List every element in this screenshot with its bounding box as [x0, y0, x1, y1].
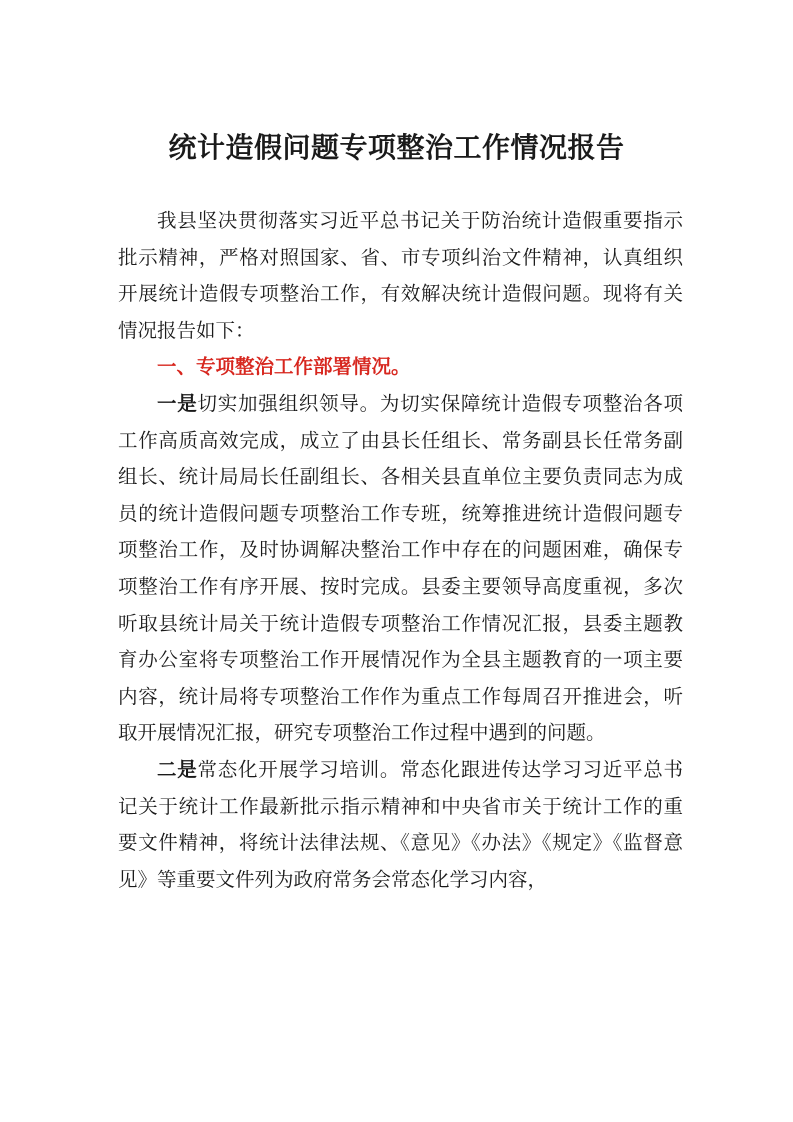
item-2-lead: 二是 — [157, 757, 198, 781]
item-1-text: 切实加强组织领导。为切实保障统计造假专项整治各项工作高质高效完成，成立了由县长任组长、常务副县长任常务副组长、统计局局长任副组长、各相关县直单位主要负责同志为成员的统计造假问题专项整治工作专班，统筹推进统计造假问题专项整治工作，及时协调解决整治工作中存在的问题困难，确保专项整治工作有序开展、按时完成。县委主要领导高度重视，多次听取县统计局关于统计造假专项整治工作情况汇报，县委主题教育办公室将专项整治工作开展情况作为全县主题教育的一项主要内容，统计局将专项整治工作作为重点工作每周召开推进会，听取开展情况汇报，研究专项整治工作过程中遇到的问题。 — [118, 391, 683, 745]
item-1-paragraph — [118, 386, 683, 752]
intro-paragraph: 我县坚决贯彻落实习近平总书记关于防治统计造假重要指示批示精神，严格对照国家、省、市专项纠治文件精神，认真组织开展统计造假专项整治工作，有效解决统计造假问题。现将有关情况报告如下： — [118, 209, 683, 342]
document-body — [118, 203, 683, 898]
section-heading-1: 一、专项整治工作部署情况。 — [157, 355, 411, 379]
item-2-text: 常态化开展学习培训。常态化跟进传达学习习近平总书记关于统计工作最新批示指示精神和中央省市关于统计工作的重要文件精神，将统计法律法规、《意见》《办法》《规定》《监督意见》等重要文件列为政府常务会常态化学习内容， — [118, 757, 683, 891]
item-2-paragraph — [118, 752, 683, 898]
item-1-lead: 一是 — [157, 391, 198, 415]
document-title: 统计造假问题专项整治工作情况报告 — [168, 131, 625, 164]
